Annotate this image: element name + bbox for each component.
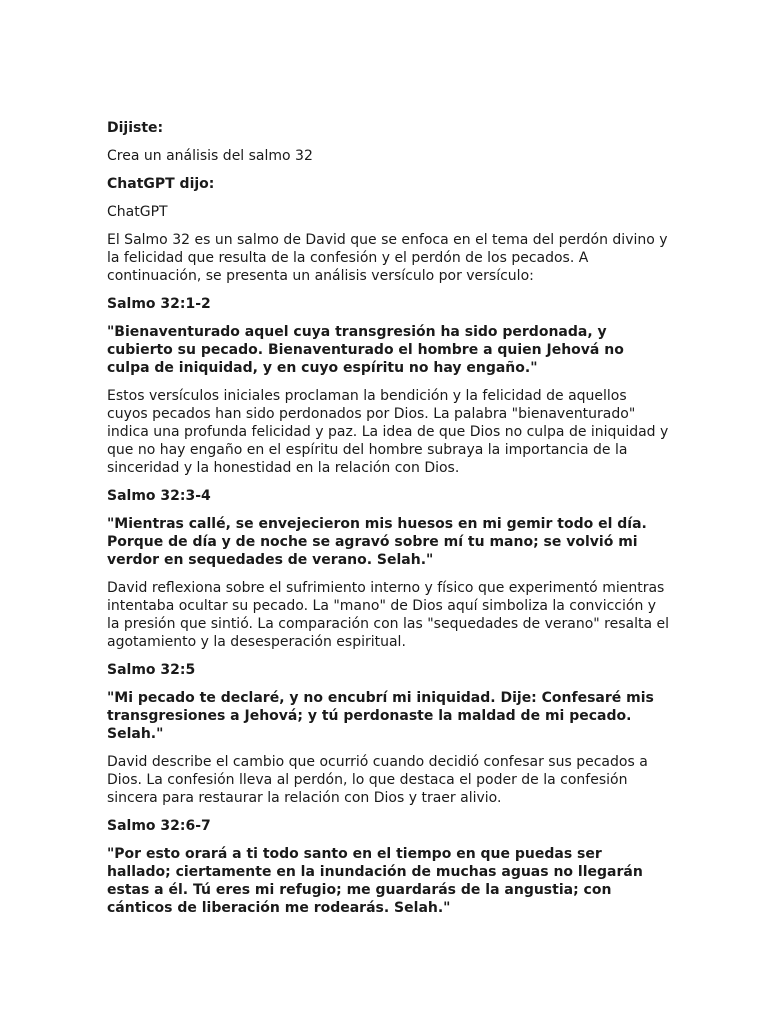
quote-line: "Por esto orará a ti todo santo en el tiempo en que puedas ser [107, 846, 602, 862]
analysis-line: Estos versículos iniciales proclaman la bendición y la felicidad de aquellos [107, 388, 627, 404]
section-heading: Salmo 32:3-4 [107, 488, 211, 504]
quote-line: verdor en sequedades de verano. Selah." [107, 552, 434, 568]
quote-line: cubierto su pecado. Bienaventurado el hombre a quien Jehová no [107, 342, 624, 358]
analysis-line: agotamiento y la desesperación espiritual. [107, 634, 406, 650]
analysis-line: intentaba ocultar su pecado. La "mano" de Dios aquí simboliza la convicción y [107, 598, 657, 614]
analysis-line: sinceridad y la honestidad en la relación con Dios. [107, 460, 460, 476]
section-heading-block [107, 295, 667, 313]
quote-line: "Mientras callé, se envejecieron mis huesos en mi gemir todo el día. [107, 516, 647, 532]
analysis-line: David reflexiona sobre el sufrimiento interno y físico que experimentó mientras [107, 580, 665, 596]
section-analysis [107, 579, 670, 651]
quote-line: transgresiones a Jehová; y tú perdonaste la maldad de mi pecado. [107, 708, 632, 724]
assistant-name-block [107, 203, 667, 221]
section-heading: Salmo 32:6-7 [107, 818, 211, 834]
quote-line: hallado; ciertamente en la inundación de muchas aguas no llegarán [107, 864, 643, 880]
assistant-name: ChatGPT [107, 204, 168, 220]
analysis-line: sincera para restaurar la relación con Dios y traer alivio. [107, 790, 502, 806]
intro-line: El Salmo 32 es un salmo de David que se enfoca en el tema del perdón divino y [107, 232, 668, 248]
quote-line: Selah." [107, 726, 164, 742]
section-quote [107, 515, 667, 569]
section-quote [107, 689, 667, 743]
section-heading: Salmo 32:1-2 [107, 296, 211, 312]
user-prompt-block [107, 147, 667, 165]
section-quote [107, 845, 667, 917]
analysis-line: que no hay engaño en el espíritu del hombre subraya la importancia de la [107, 442, 628, 458]
assistant-label-block [107, 175, 667, 193]
section-analysis [107, 387, 667, 477]
quote-line: cánticos de liberación me rodearás. Selah." [107, 900, 451, 916]
quote-line: culpa de iniquidad, y en cuyo espíritu no hay engaño." [107, 360, 538, 376]
section-heading-block [107, 487, 667, 505]
section-heading-block [107, 817, 667, 835]
user-label-block [107, 119, 667, 137]
section-quote [107, 323, 667, 377]
assistant-label: ChatGPT dijo: [107, 176, 215, 192]
section-heading-block [107, 661, 667, 679]
quote-line: "Mi pecado te declaré, y no encubrí mi iniquidad. Dije: Confesaré mis [107, 690, 654, 706]
quote-line: estas a él. Tú eres mi refugio; me guardarás de la angustia; con [107, 882, 612, 898]
analysis-line: cuyos pecados han sido perdonados por Dios. La palabra "bienaventurado" [107, 406, 636, 422]
section-analysis [107, 753, 667, 807]
user-label: Dijiste: [107, 120, 164, 136]
analysis-line: David describe el cambio que ocurrió cuando decidió confesar sus pecados a [107, 754, 648, 770]
quote-line: Porque de día y de noche se agravó sobre mí tu mano; se volvió mi [107, 534, 638, 550]
analysis-line: la presión que sintió. La comparación con las "sequedades de verano" resalta el [107, 616, 670, 632]
intro-line: continuación, se presenta un análisis versículo por versículo: [107, 268, 534, 284]
intro-line: la felicidad que resulta de la confesión y el perdón de los pecados. A [107, 250, 589, 266]
section-heading: Salmo 32:5 [107, 662, 196, 678]
document-page [107, 119, 670, 927]
intro-paragraph [107, 231, 667, 285]
quote-line: "Bienaventurado aquel cuya transgresión ha sido perdonada, y [107, 324, 607, 340]
analysis-line: indica una profunda felicidad y paz. La idea de que Dios no culpa de iniquidad y [107, 424, 669, 440]
analysis-line: Dios. La confesión lleva al perdón, lo que destaca el poder de la confesión [107, 772, 628, 788]
user-prompt: Crea un análisis del salmo 32 [107, 148, 313, 164]
